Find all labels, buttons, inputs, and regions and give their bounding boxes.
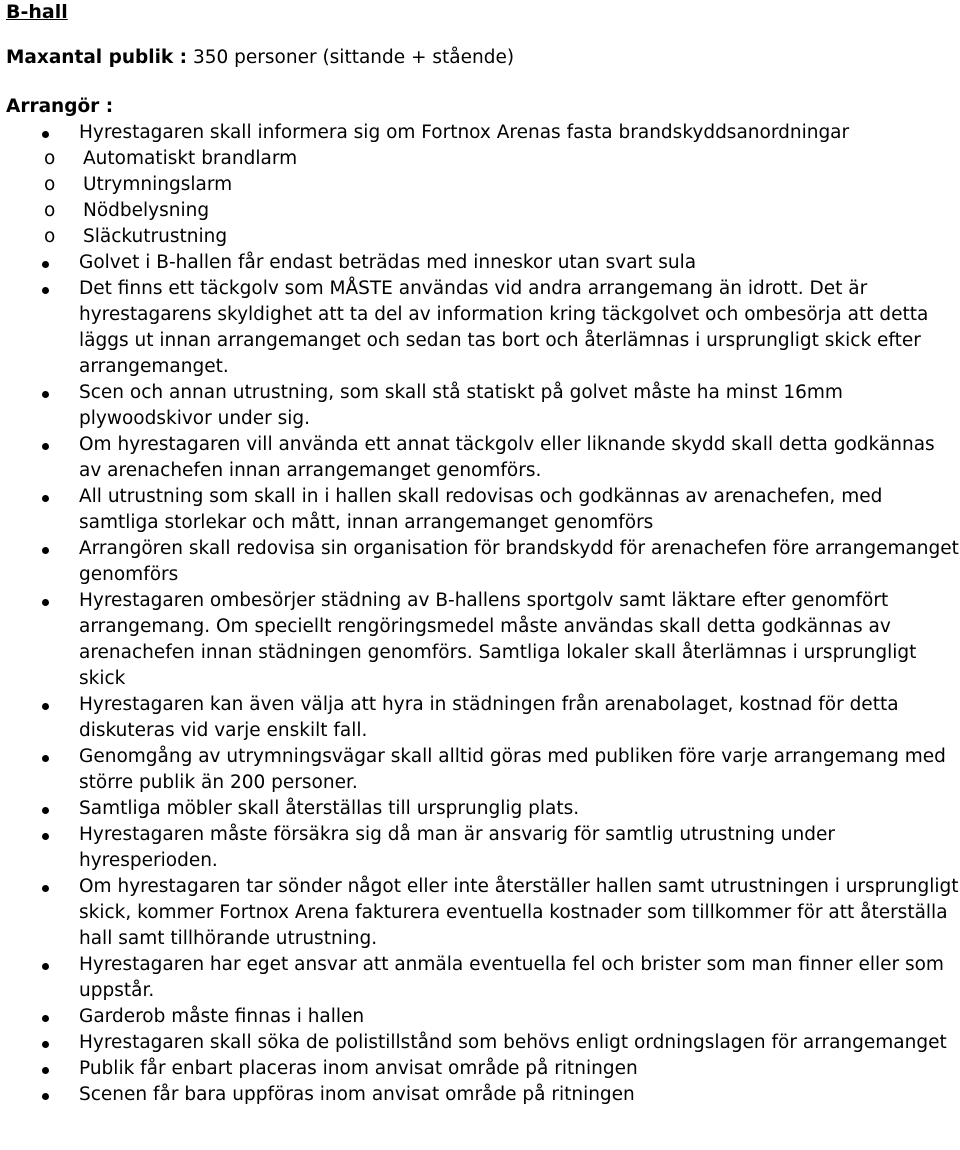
bullet-icon [42,547,49,554]
list-item-text: All utrustning som skall in i hallen skall redovisas och godkännas av arenachefen, med samtliga storlekar och mått, innan arrangemanget genomförs [79,486,883,533]
sub-bullet-marker: o [44,174,56,195]
sub-list-item-text: Nödbelysning [83,200,210,221]
sub-list-item [6,224,960,250]
page-title: B-hall [6,1,68,23]
bullet-icon [42,261,49,268]
bullet-icon [42,599,49,606]
list-item [6,874,960,952]
bullet-icon [42,443,49,450]
sub-bullet-marker: o [44,226,56,247]
bullet-icon [42,703,49,710]
list-item [6,822,960,874]
rules-list [6,120,960,146]
list-item-text: Samtliga möbler skall återställas till ursprunglig plats. [79,798,580,819]
bullet-icon [42,495,49,502]
bullet-icon [42,391,49,398]
bullet-icon [42,287,49,294]
list-item-text: Hyrestagaren har eget ansvar att anmäla eventuella fel och brister som man finner eller som uppstår. [79,954,944,1001]
list-item [6,692,960,744]
sub-list-item [6,198,960,224]
max-audience-line [6,45,960,71]
list-item [6,120,960,146]
list-item-text: Om hyrestagaren vill använda ett annat täckgolv eller liknande skydd skall detta godkännas av arenachefen innan arrangemanget genomförs. [79,434,935,481]
list-item-text: Hyrestagaren skall informera sig om Fortnox Arenas fasta brandskyddsanordningar [79,122,850,143]
list-item [6,536,960,588]
bullet-icon [42,1015,49,1022]
list-item [6,744,960,796]
list-item-text: Genomgång av utrymningsvägar skall alltid göras med publiken före varje arrangemang med större publik än 200 personer. [79,746,946,793]
list-item-text: Scenen får bara uppföras inom anvisat område på ritningen [79,1084,635,1105]
list-item-text: Scen och annan utrustning, som skall stå statiskt på golvet måste ha minst 16mm plywoodskivor under sig. [79,382,843,429]
list-item [6,1030,960,1056]
sub-list-item-text: Utrymningslarm [83,174,233,195]
list-item [6,952,960,1004]
bullet-icon [42,1093,49,1100]
list-item [6,276,960,380]
bullet-icon [42,963,49,970]
bullet-icon [42,833,49,840]
rules-list-continued [6,250,960,1108]
list-item-text: Hyrestagaren ombesörjer städning av B-hallens sportgolv samt läktare efter genomfört arrangemang. Om speciellt rengöringsmedel måste användas skall detta godkännas av arenachefen innan städningen genomförs. Samtliga lokaler skall återlämnas i ursprungligt skick [79,590,917,689]
bullet-icon [42,807,49,814]
sub-list-item [6,146,960,172]
list-item-text: Hyrestagaren skall söka de polistillstånd som behövs enligt ordningslagen för arrangemanget [79,1032,947,1053]
sub-list-item-text: Automatiskt brandlarm [83,148,298,169]
list-item [6,1004,960,1030]
list-item-text: Hyrestagaren måste försäkra sig då man är ansvarig för samtlig utrustning under hyresperioden. [79,824,835,871]
list-item [6,250,960,276]
list-item-text: Hyrestagaren kan även välja att hyra in städningen från arenabolaget, kostnad för detta diskuteras vid varje enskilt fall. [79,694,899,741]
bullet-icon [42,1041,49,1048]
sub-list-item [6,172,960,198]
sub-list [6,146,960,250]
list-item [6,796,960,822]
bullet-icon [42,1067,49,1074]
list-item [6,1082,960,1108]
max-audience-label: Maxantal publik : [6,47,188,68]
organizer-heading: Arrangör : [6,96,114,117]
list-item [6,1056,960,1082]
list-item-text: Golvet i B-hallen får endast beträdas med inneskor utan svart sula [79,252,697,273]
list-item-text: Det finns ett täckgolv som MÅSTE användas vid andra arrangemang än idrott. Det är hyrestagarens skyldighet att ta del av information kring täckgolvet och ombesörja att detta läggs ut innan arrangemanget och sedan tas bort och återlämnas i ursprungligt skick efter arrangemanget. [79,278,929,377]
list-item-text: Om hyrestagaren tar sönder något eller inte återställer hallen samt utrustningen i ursprungligt skick, kommer Fortnox Arena fakturera eventuella kostnader som tillkommer för att återställa hall samt tillhörande utrustning. [79,876,959,949]
sub-bullet-marker: o [44,200,56,221]
list-item [6,484,960,536]
sub-list-item-text: Släckutrustning [83,226,228,247]
list-item [6,588,960,692]
list-item [6,432,960,484]
list-item-text: Arrangören skall redovisa sin organisation för brandskydd för arenachefen före arrangemanget genomförs [79,538,959,585]
list-item-text: Garderob måste finnas i hallen [79,1006,365,1027]
bullet-icon [42,755,49,762]
sub-bullet-marker: o [44,148,56,169]
list-item [6,380,960,432]
max-audience-value: 350 personer (sittande + stående) [192,47,515,68]
list-item-text: Publik får enbart placeras inom anvisat område på ritningen [79,1058,638,1079]
bullet-icon [42,885,49,892]
bullet-icon [42,131,49,138]
